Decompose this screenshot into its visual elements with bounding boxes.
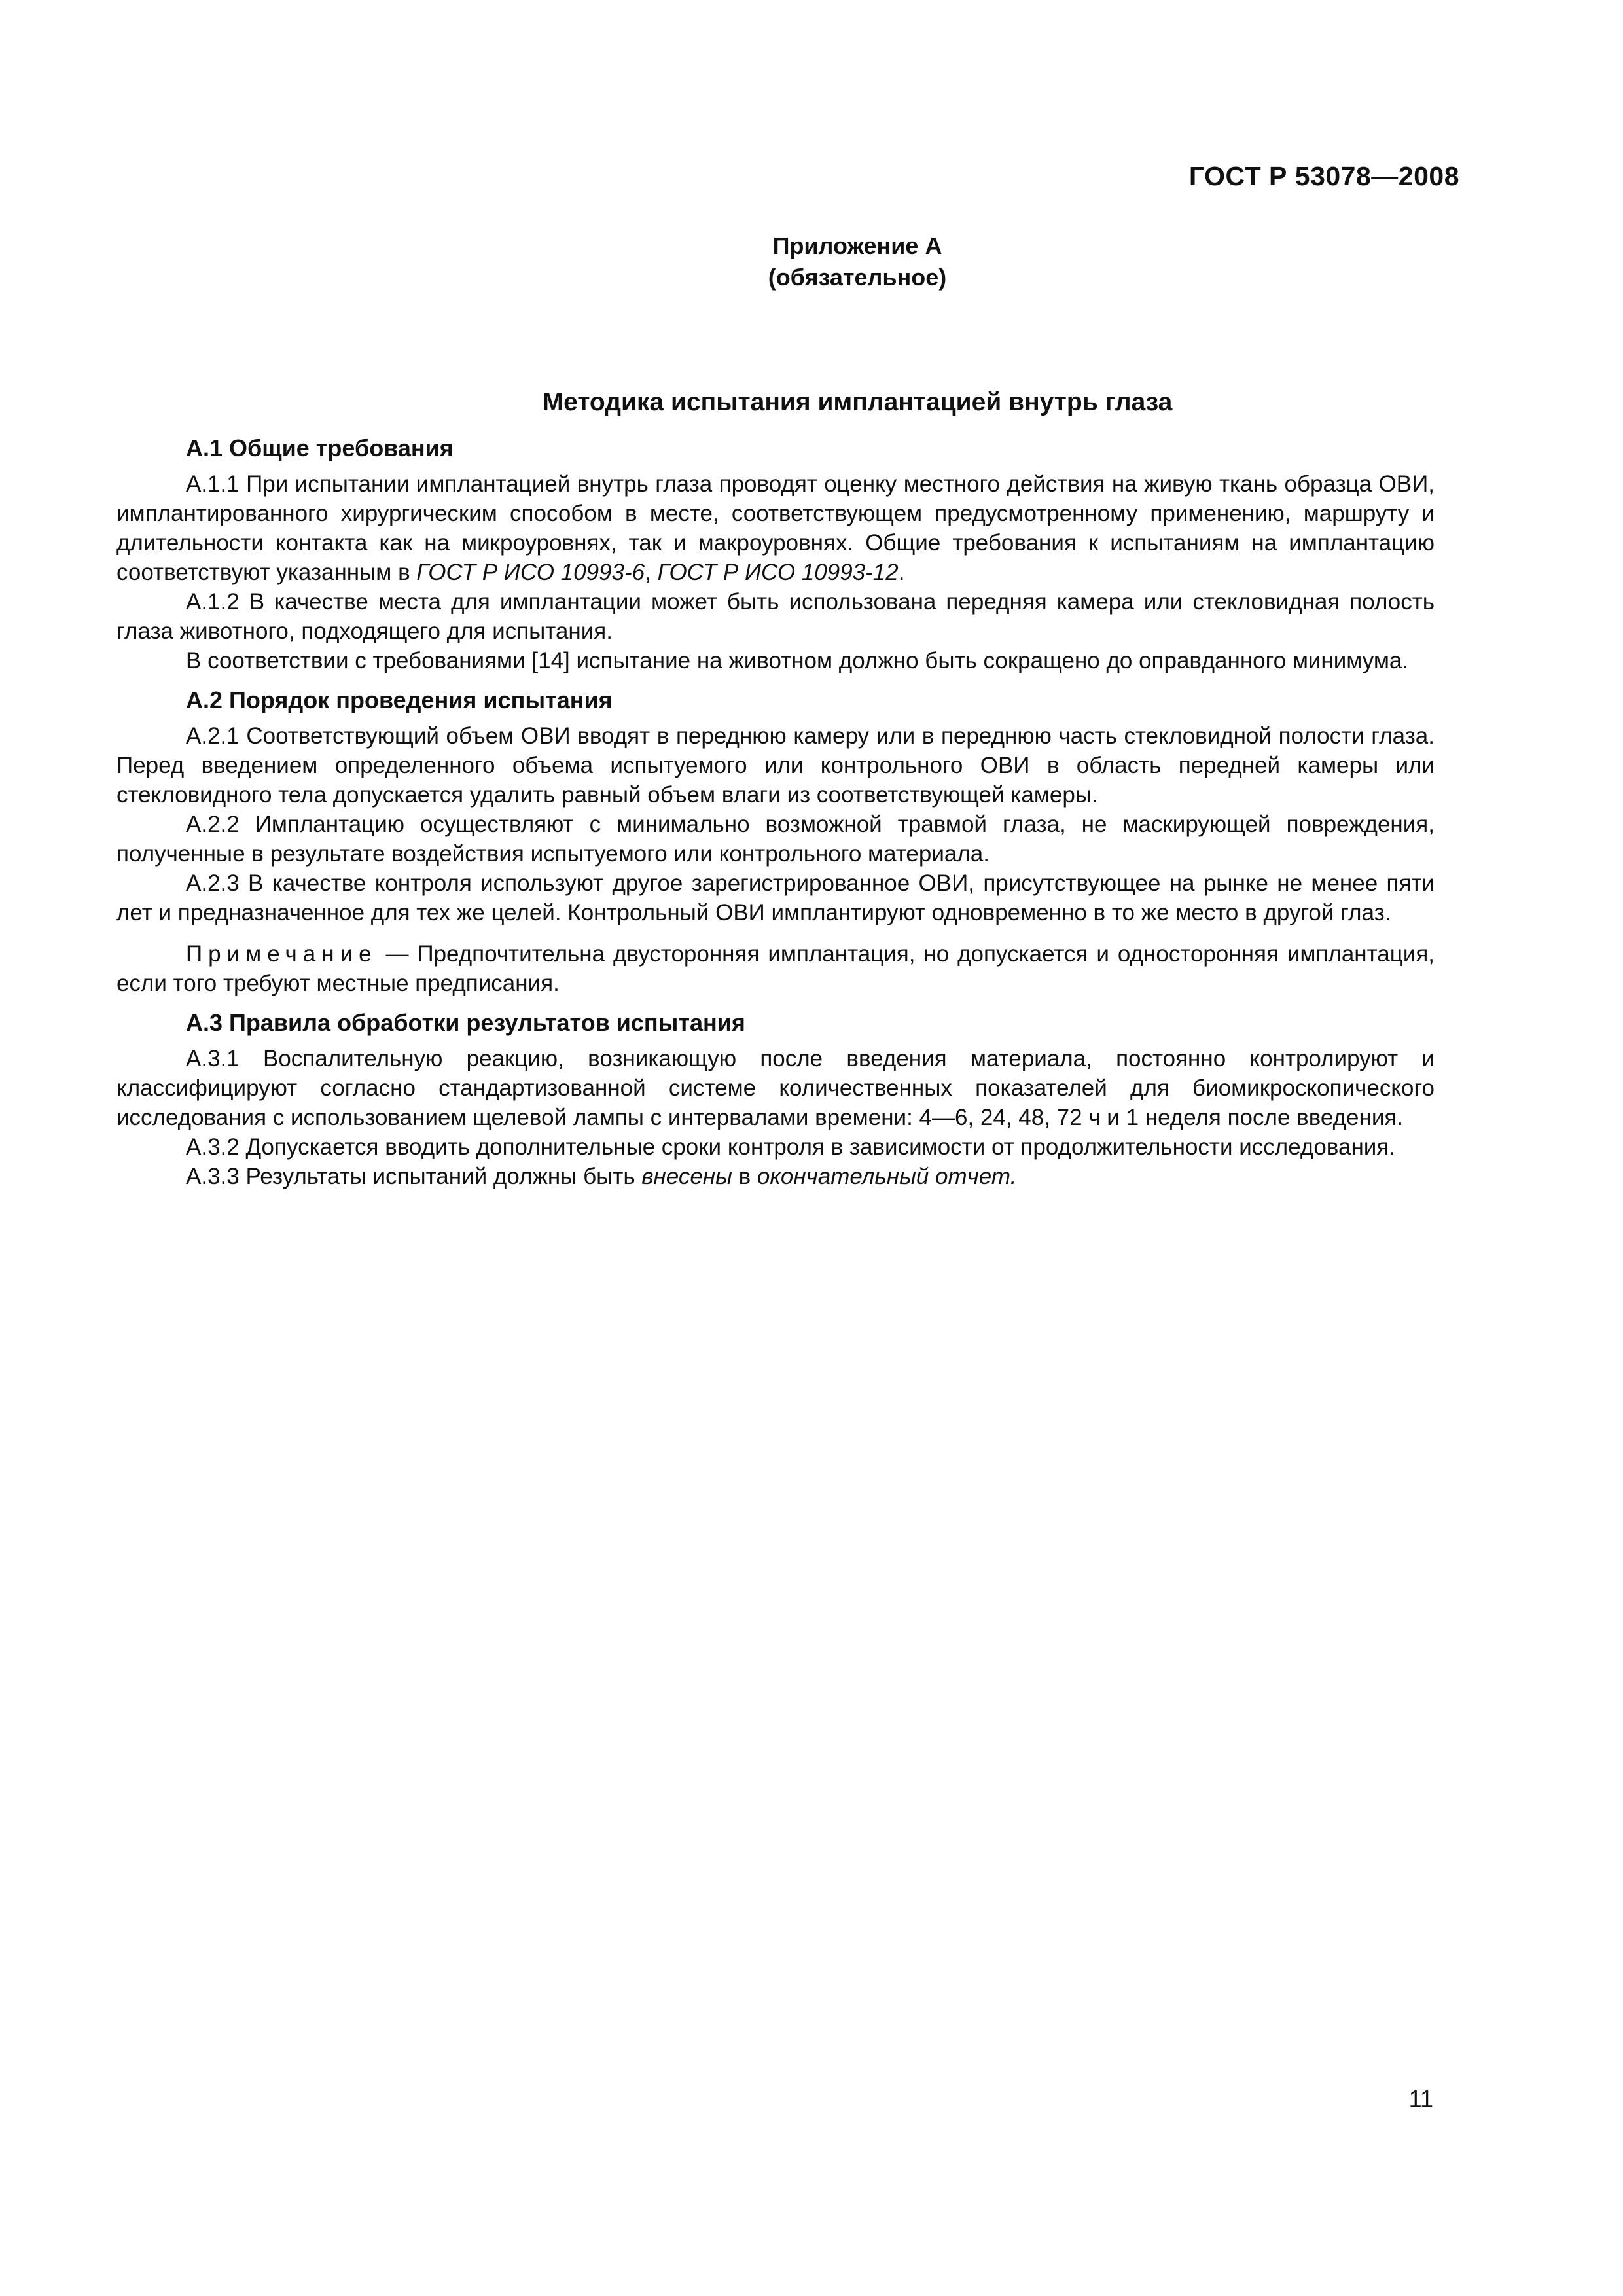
appendix-header (0, 230, 1623, 293)
paragraph-a3-2: А.3.2 Допускается вводить дополнительные сроки контроля в зависимости от продолжительности исследования. (186, 1134, 1396, 1160)
paragraph-a1-3: В соответствии с требованиями [14] испытание на животном должно быть сокращено до оправданного минимума. (186, 648, 1409, 673)
paragraph-a2-3: А.2.3 В качестве контроля используют другое зарегистрированное ОВИ, присутствующее на рынке не менее пяти лет и предназначенное для тех же целей. Контрольный ОВИ имплантируют одновременно в то же место в другой глаз. (116, 870, 1435, 925)
paragraph-a3-1: А.3.1 Воспалительную реакцию, возникающую после введения материала, постоянно контролируют и классифицируют согласно стандартизованной системе количественных показателей для биомикроскопического исследования с использованием щелевой лампы с интервалами времени: 4—6, 24, 48, 72 ч и 1 неделя после введения. (116, 1046, 1435, 1130)
note-text: — Предпочтительна двусторонняя имплантация, но допускается и односторонняя имплантация, если того требуют местные предписания. (116, 941, 1435, 996)
paragraph-a3-3-mid: в (732, 1164, 757, 1189)
reference-separator: , (645, 560, 658, 585)
paragraph-a2-2: А.2.2 Имплантацию осуществляют с минимально возможной травмой глаза, не маскирующей повреждения, полученные в результате воздействия испытуемого или контрольного материала. (116, 812, 1435, 867)
paragraph-a3-3-italic-1: внесены (641, 1164, 732, 1189)
document-body (116, 433, 1435, 1191)
document-code: ГОСТ Р 53078—2008 (1188, 161, 1459, 191)
page-number: 11 (1408, 2085, 1433, 2112)
note-a2 (116, 939, 1435, 998)
reference-gost-10993-12: ГОСТ Р ИСО 10993-12 (657, 560, 899, 585)
section-heading-a2: А.2 Порядок проведения испытания (186, 687, 613, 713)
note-label: Примечание (186, 941, 378, 967)
paragraph-a1-1-end: . (898, 560, 905, 585)
paragraph-a1-2: А.1.2 В качестве места для имплантации может быть использована передняя камера или стекловидная полость глаза животного, подходящего для испытания. (116, 589, 1435, 644)
main-title: Методика испытания имплантацией внутрь глаза (542, 388, 1173, 416)
paragraph-a3-3 (116, 1162, 1435, 1191)
paragraph-a1-1 (116, 469, 1435, 587)
reference-gost-10993-6: ГОСТ Р ИСО 10993-6 (416, 560, 645, 585)
appendix-status: (обязательное) (768, 264, 947, 291)
paragraph-a2-1: А.2.1 Соответствующий объем ОВИ вводят в переднюю камеру или в переднюю часть стекловидной полости глаза. Перед введением определенного объема испытуемого или контрольного ОВИ в область передней камеры или стекловидного тела допускается удалить равный объем влаги из соответствующей камеры. (116, 723, 1435, 808)
appendix-title: Приложение А (772, 232, 942, 259)
paragraph-a3-3-italic-2: окончательный отчет. (757, 1164, 1017, 1189)
section-heading-a3: А.3 Правила обработки результатов испытания (186, 1009, 745, 1036)
paragraph-a3-3-start: А.3.3 Результаты испытаний должны быть (186, 1164, 642, 1189)
paragraph-a1-1-text: А.1.1 При испытании имплантацией внутрь глаза проводят оценку местного действия на живую ткань образца ОВИ, имплантированного хирургическим способом в месте, соответствующем предусмотренному применению, маршруту и длительности контакта как на микроуровнях, так и макроуровнях. Общие требования к испытаниям на имплантацию соответствуют указанным в (116, 471, 1435, 585)
section-heading-a1: А.1 Общие требования (186, 435, 454, 461)
